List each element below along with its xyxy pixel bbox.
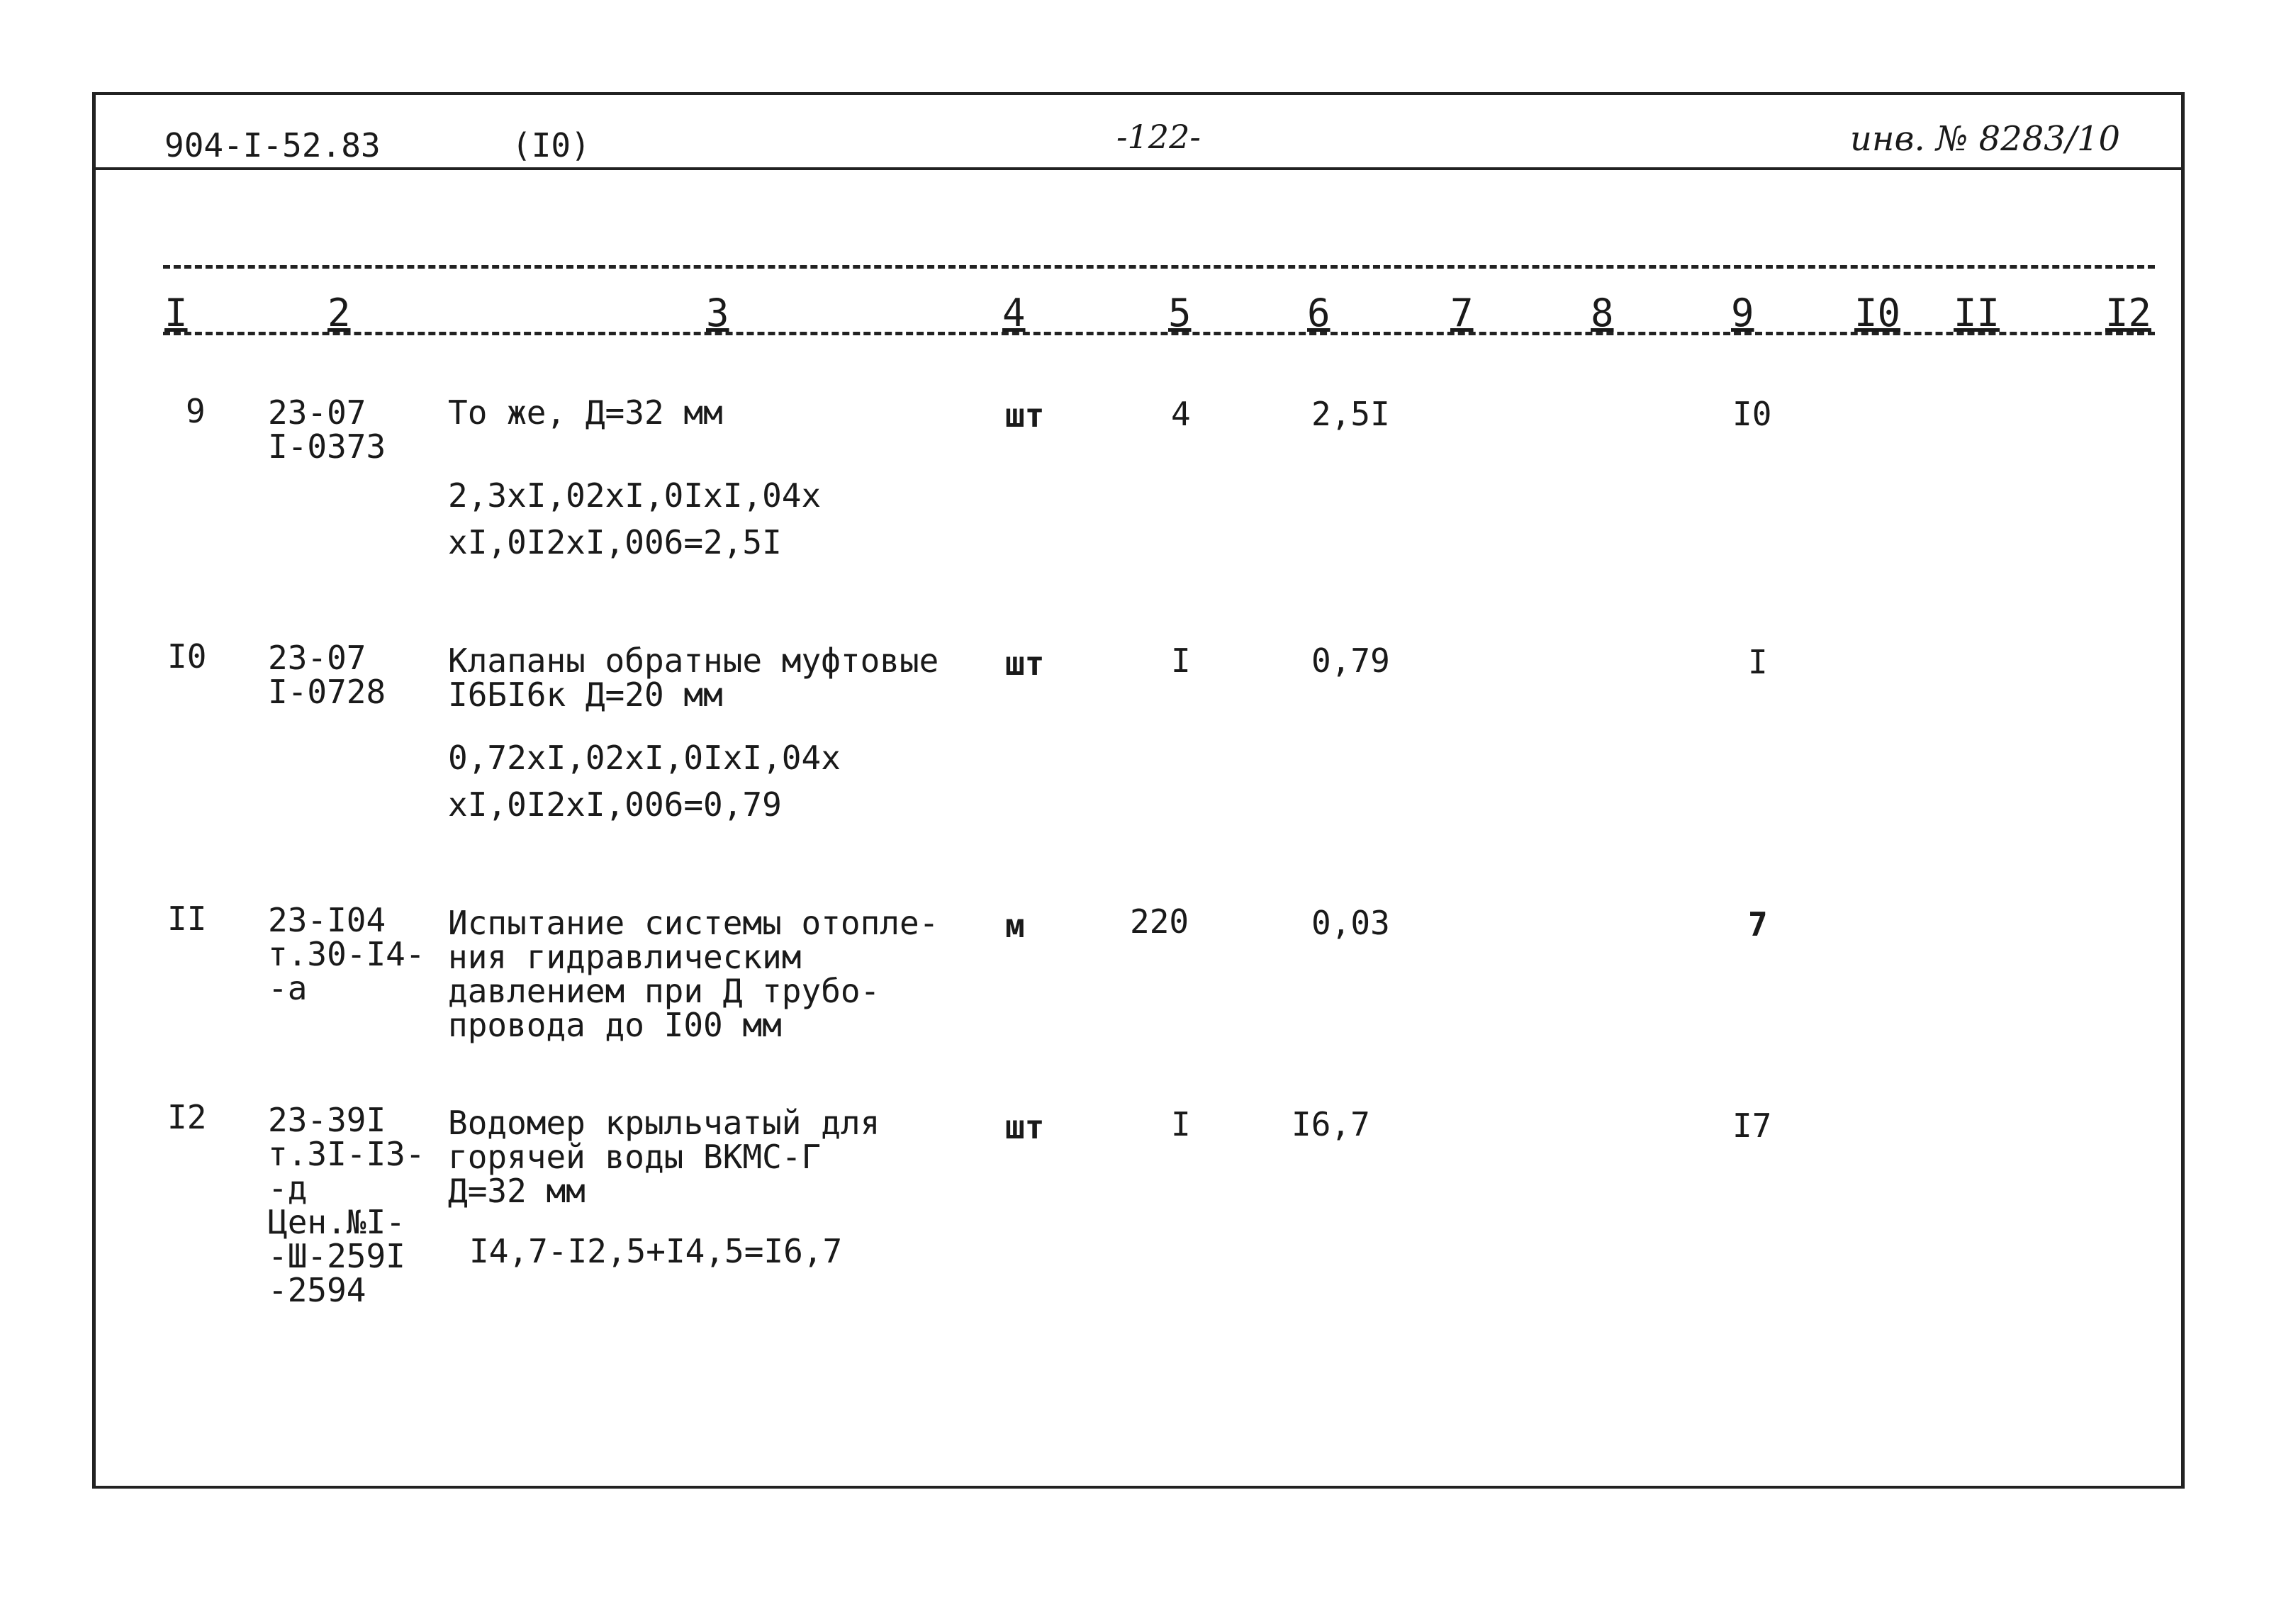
calculation-formula: I4,7-I2,5+I4,5=I6,7 [469,1232,843,1270]
calculation-formula: 2,3xI,02xI,0IxI,04x xI,0I2xI,006=2,5I [448,476,822,561]
column-number: I2 [2105,291,2152,335]
header-divider [92,167,2185,170]
column-number: 8 [1591,291,1614,335]
rate-code: 23-07 I-0373 [268,393,386,466]
column-number: 7 [1450,291,1474,335]
column-number: 2 [327,291,351,335]
unit-of-measure: м [1005,907,1025,945]
section-number: (I0) [512,126,590,164]
unit-price: 2,5I [1311,395,1390,433]
total-cost: I [1748,643,1768,681]
quantity: 220 [1130,902,1189,941]
unit-price: I6,7 [1292,1105,1370,1143]
unit-price: 0,03 [1311,904,1390,942]
quantity: 4 [1171,395,1191,433]
rate-code: 23-I04 т.30-I4- -а [268,901,425,1007]
work-description: Водомер крыльчатый для горячей воды ВКМС-Г Д=32 мм [448,1104,880,1210]
unit-price: 0,79 [1311,642,1390,680]
row-number: II [167,900,207,938]
work-description: То же, Д=32 мм [448,393,723,432]
row-number: I0 [167,637,207,676]
quantity: I [1171,642,1191,680]
unit-of-measure: шт [1005,644,1045,683]
total-cost: 7 [1748,905,1768,943]
row-number: I2 [167,1098,207,1136]
column-header-top-rule [163,265,2155,269]
calculation-formula: 0,72xI,02xI,0IxI,04x xI,0I2xI,006=0,79 [448,739,841,824]
document-code: 904-I-52.83 [164,126,381,164]
total-cost: I7 [1732,1107,1772,1145]
row-number: 9 [186,392,206,430]
unit-of-measure: шт [1005,1108,1045,1146]
unit-of-measure: шт [1005,396,1045,435]
work-description: Испытание системы отопле- ния гидравлическим давлением при Д трубо- провода до I00 мм [448,904,939,1044]
column-number: 9 [1731,291,1754,335]
column-number: II [1954,291,2000,335]
inventory-number: инв. № 8283/10 [1850,119,2121,159]
page-number: -122- [1116,118,1201,156]
column-number: 5 [1168,291,1192,335]
work-description: Клапаны обратные муфтовые I6БI6к Д=20 мм [448,642,939,714]
rate-code: 23-07 I-0728 [268,639,386,711]
column-number: 3 [706,291,729,335]
total-cost: I0 [1732,395,1772,433]
column-number: I0 [1854,291,1901,335]
column-number: I [164,291,188,335]
column-number: 6 [1307,291,1330,335]
rate-code: 23-39I т.3I-I3- -д Цен.№I- -Ш-259I -2594 [268,1101,425,1309]
quantity: I [1171,1105,1191,1143]
column-number: 4 [1002,291,1026,335]
